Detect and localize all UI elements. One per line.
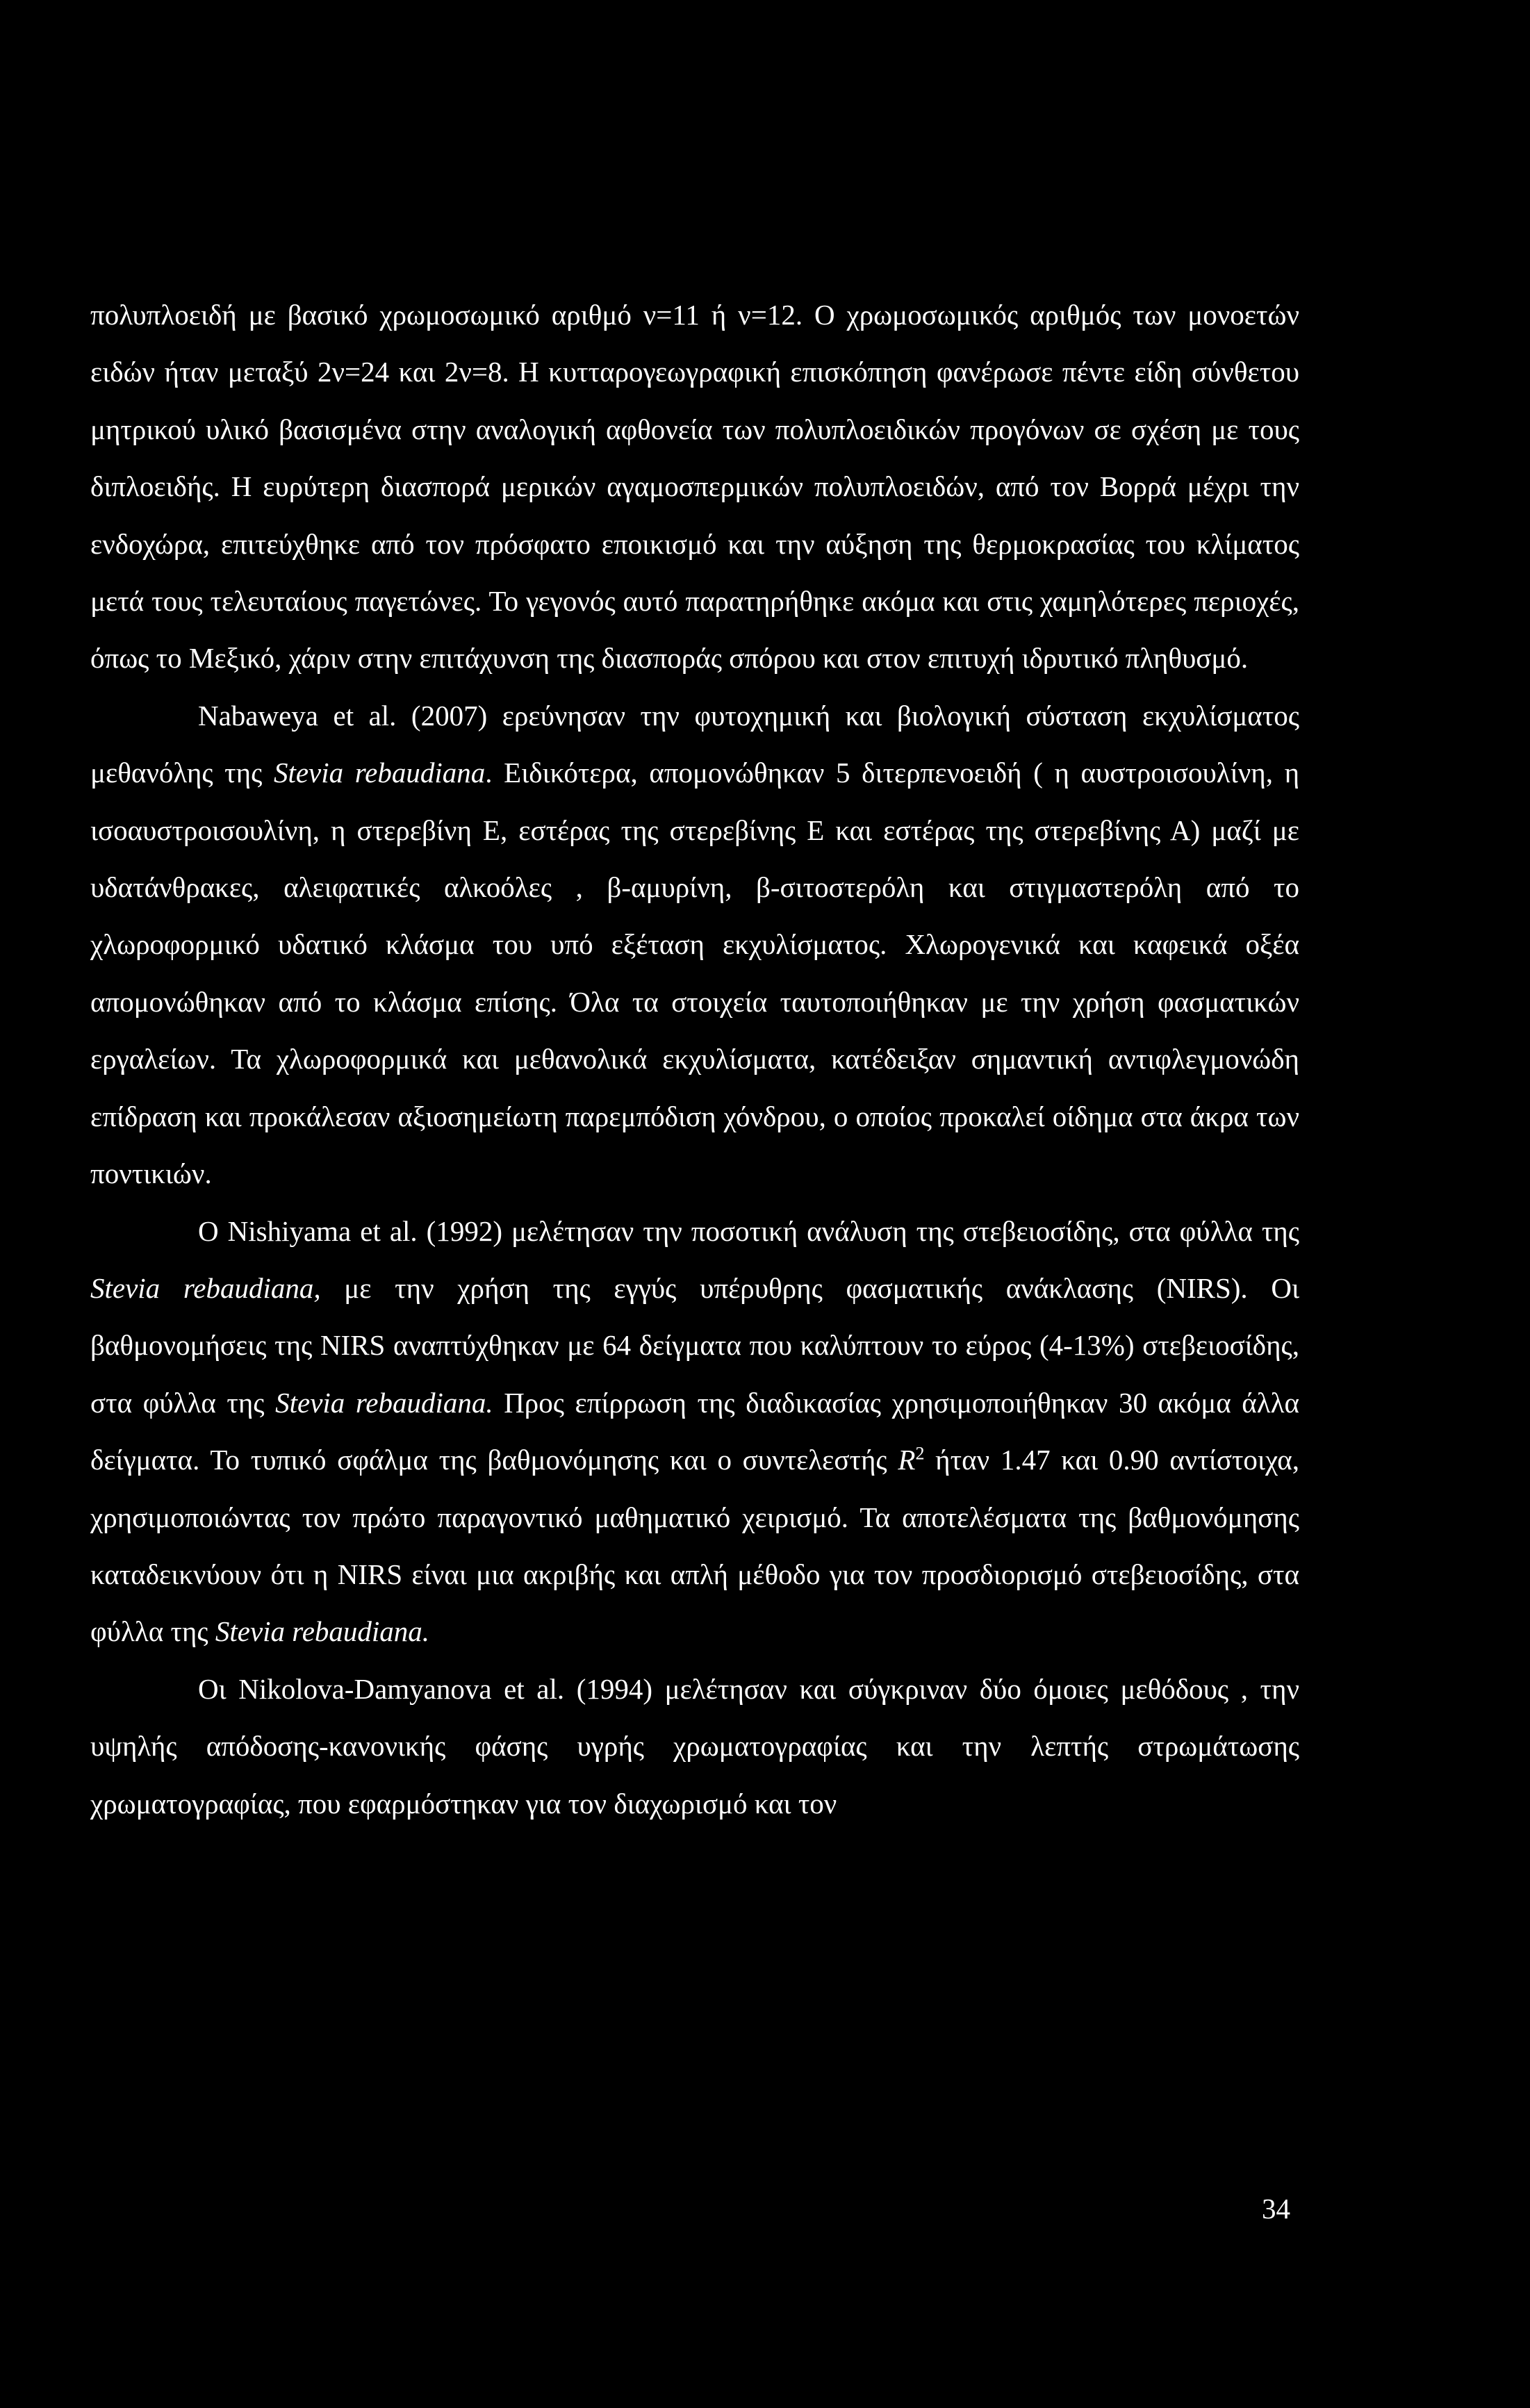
species-name-italic: Stevia rebaudiana.: [215, 1615, 430, 1648]
paragraph-1-text: πολυπλοειδή με βασικό χρωμοσωμικό αριθμό ν=11 ή ν=12. Ο χρωμοσωμικός αριθμός των μονοετών ειδών ήταν μεταξύ 2ν=24 και 2ν=8. Η κυτταρογεωγραφική επισκόπηση φανέρωσε πέντε είδη σύνθετου μητρικού υλικό βασισμένα στην αναλογική αφθονεία των πολυπλοειδικών προγόνων σε σχέση με τους διπλοειδής. Η ευρύτερη διασπορά μερικών αγαμοσπερμικών πολυπλοειδών, από τον Βορρά μέχρι την ενδοχώρα, επιτεύχθηκε από τον πρόσφατο εποικισμό και την αύξηση της θερμοκρασίας του κλίματος μετά τους τελευταίους παγετώνες. Το γεγονός αυτό παρατηρήθηκε ακόμα και στις χαμηλότερες περιοχές, όπως το Μεξικό, χάριν στην επιτάχυνση της διασποράς σπόρου και στον επιτυχή ιδρυτικό πληθυσμό.: [90, 299, 1299, 675]
paragraph-3-text-b: με την χρήση της εγγύς υπέρυθρης φασματικής ανάκλασης (NIRS). Οι βαθμονομήσεις της NIRS αναπτύχθηκαν με 64 δείγματα που καλύπτουν το εύρος (4-13%) στεβειοσίδης, στα φύλλα της: [90, 1271, 1299, 1419]
species-name-italic: Stevia rebaudiana: [273, 757, 486, 789]
paragraph-2: [90, 687, 1299, 1203]
paragraph-2-text-b: . Ειδικότερα, απομονώθηκαν 5 διτερπενοειδή ( η αυστροισουλίνη, η ισοαυστροισουλίνη, η στερεβίνη Ε, εστέρας της στερεβίνης Ε και εστέρας της στερεβίνης Α) μαζί με υδατάνθρακες, αλειφατικές αλκοόλες , β-αμυρίνη, β-σιτοστερόλη και στιγμαστερόλη από το χλωροφορμικό υδατικό κλάσμα του υπό εξέταση εκχυλίσματος. Χλωρογενικά και καφεικά οξέα απομονώθηκαν από το κλάσμα επίσης. Όλα τα στοιχεία ταυτοποιήθηκαν με την χρήση φασματικών εργαλείων. Τα χλωροφορμικά και μεθανολικά εκχυλίσματα, κατέδειξαν σημαντική αντιφλεγμονώδη επίδραση και προκάλεσαν αξιοσημείωτη παρεμπόδιση χόνδρου, ο οποίος προκαλεί οίδημα στα άκρα των ποντικιών.: [90, 757, 1300, 1190]
paragraph-4: [90, 1660, 1299, 1832]
paragraph-3-text-a: Ο Nishiyama et al. (1992) μελέτησαν την ποσοτική ανάλυση της στεβειοσίδης, στα φύλλα της: [198, 1214, 1299, 1247]
r-squared-exponent: 2: [915, 1443, 925, 1464]
species-name-italic: Stevia rebaudiana,: [90, 1271, 321, 1304]
paragraph-1: [90, 286, 1299, 687]
paragraph-3: [90, 1203, 1299, 1660]
paragraph-3-text-c: Προς επίρρωση της διαδικασίας χρησιμοποιήθηκαν 30 ακόμα άλλα δείγματα. Το τυπικό σφάλμα της βαθμονόμησης και ο συντελεστής: [90, 1386, 1299, 1476]
species-name-italic: Stevia rebaudiana.: [275, 1386, 493, 1419]
r-squared-symbol: R: [898, 1444, 916, 1476]
paragraph-2-text-a: Nabaweya et al. (2007) ερεύνησαν την φυτοχημική και βιολογική σύσταση εκχυλίσματος μεθανόλης της: [90, 699, 1299, 789]
body-text: [90, 286, 1299, 1832]
paragraph-4-text: Οι Nikolova-Damyanova et al. (1994) μελέτησαν και σύγκριναν δύο όμοιες μεθόδους , την υψηλής απόδοσης-κανονικής φάσης υγρής χρωματογραφίας και την λεπτής στρωμάτωσης χρωματογραφίας, που εφαρμόστηκαν για τον διαχωρισμό και τον: [90, 1672, 1299, 1820]
page-number: 34: [1262, 2193, 1290, 2225]
paragraph-3-text-d: ήταν 1.47 και 0.90 αντίστοιχα, χρησιμοποιώντας τον πρώτο παραγοντικό μαθηματικό χειρισμό. Τα αποτελέσματα της βαθμονόμησης καταδεικνύουν ότι η NIRS είναι μια ακριβής και απλή μέθοδο για τον προσδιορισμό στεβειοσίδης, στα φύλλα της: [90, 1444, 1299, 1648]
